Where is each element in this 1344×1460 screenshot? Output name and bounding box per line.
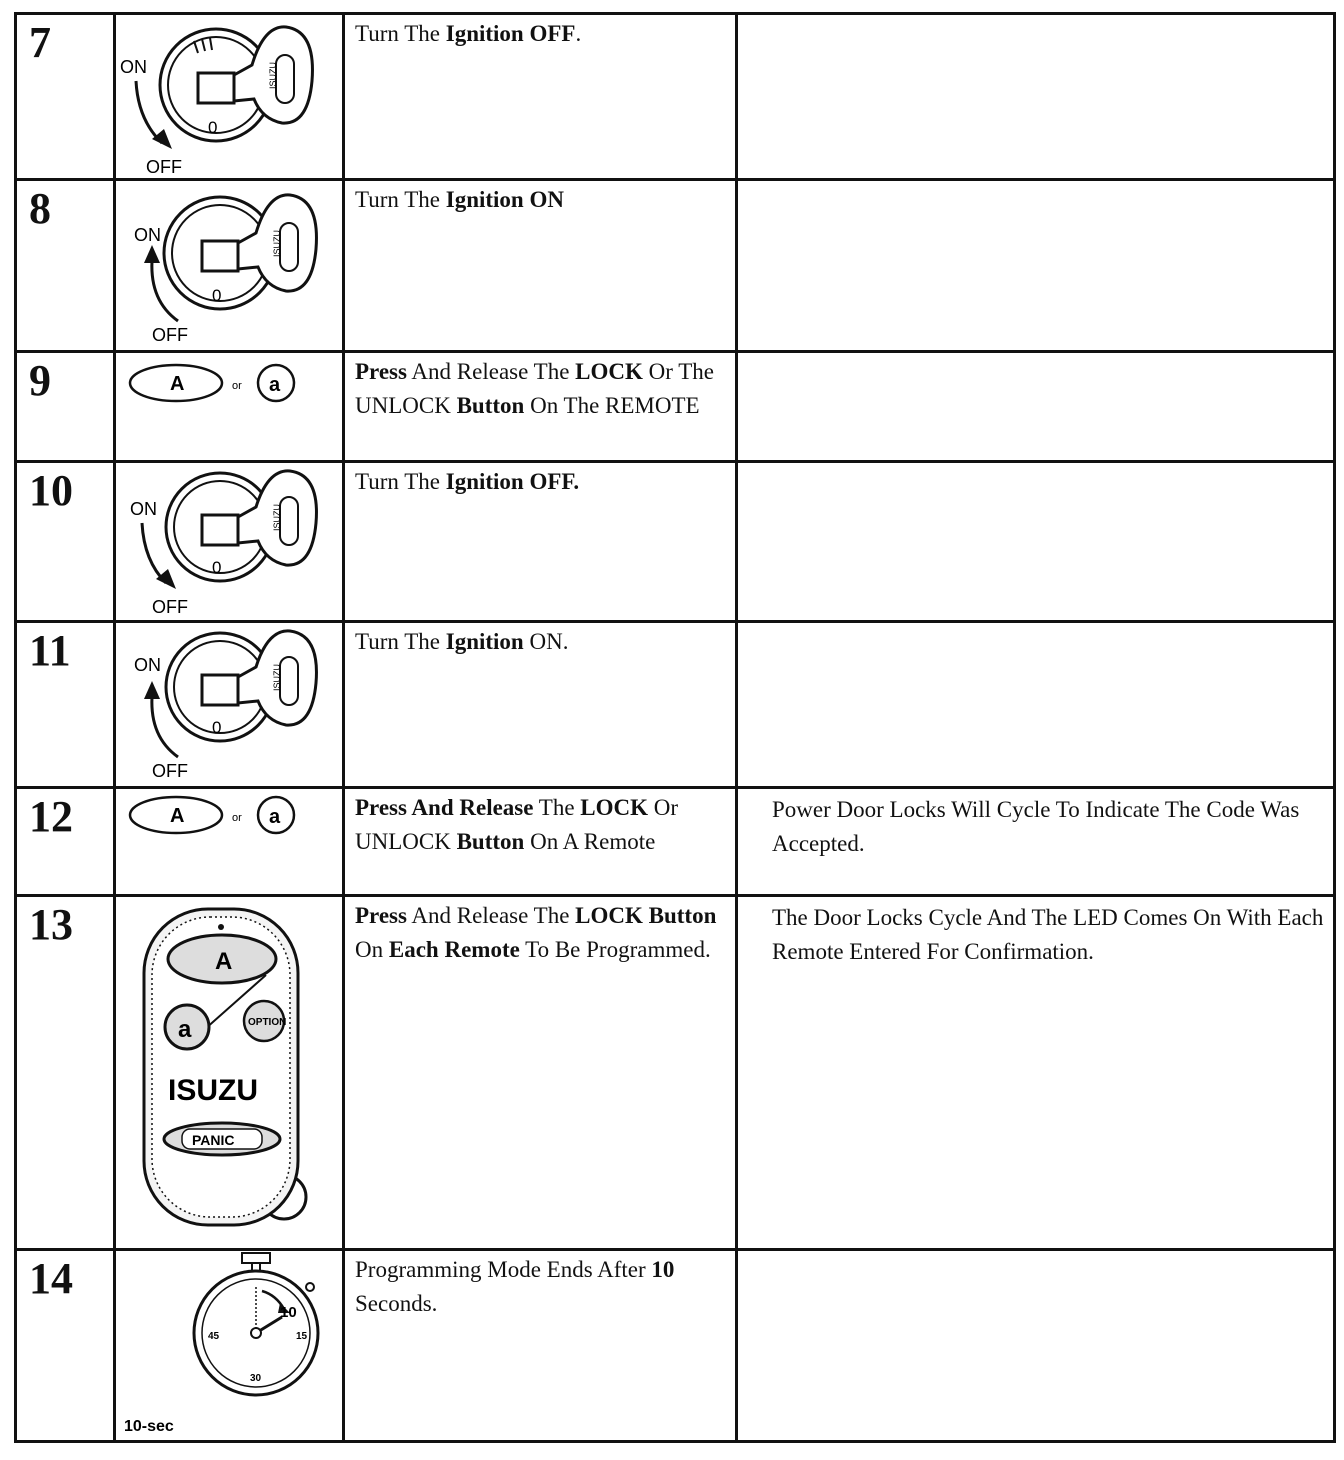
bold-span: LOCK: [575, 359, 643, 384]
step-row-10: [16, 462, 1335, 622]
step-result: [737, 14, 1335, 180]
step-instruction: [344, 352, 737, 462]
bold-span: Button: [456, 393, 525, 418]
unlock-glyph: a: [178, 1016, 192, 1043]
text-span: And Release The: [406, 359, 576, 384]
unlock-glyph: a: [269, 374, 281, 396]
step-illustration: [115, 462, 344, 622]
text-span: To Be Programmed.: [519, 937, 711, 962]
tick-label-30: 30: [250, 1373, 262, 1384]
step-row-8: [16, 180, 1335, 352]
tick-label-45: 45: [208, 1331, 220, 1342]
or-label: or: [232, 380, 242, 392]
text-span: Turn The: [355, 21, 446, 46]
text-span: Or The UNLOCK: [355, 359, 715, 418]
text-span: Turn The: [355, 629, 446, 654]
bold-span: Ignition ON: [445, 187, 564, 212]
step-instruction: [344, 462, 737, 622]
step-result: [737, 622, 1335, 788]
step-number: 11: [16, 622, 115, 788]
step-illustration: [115, 352, 344, 462]
text-span: Turn The: [355, 187, 446, 212]
tick-label-15: 15: [296, 1331, 308, 1342]
stopwatch-icon: [116, 1251, 336, 1437]
programming-steps-table: [14, 12, 1336, 1443]
bold-span: Press And Release: [355, 795, 534, 820]
ignition-off-icon: [116, 15, 336, 175]
lock-glyph: A: [215, 948, 233, 975]
step-row-12: [16, 788, 1335, 896]
on-label: ON: [134, 655, 161, 675]
step-number: 13: [16, 896, 115, 1250]
off-label: OFF: [152, 597, 188, 617]
bold-span: LOCK Button: [575, 903, 717, 928]
text-span: Programming Mode Ends After: [355, 1257, 652, 1282]
zero-label: 0: [212, 286, 222, 305]
remote-brand-label: ISUZU: [168, 1074, 258, 1107]
off-label: OFF: [152, 325, 188, 345]
step-illustration: [115, 14, 344, 180]
step-illustration: [115, 788, 344, 896]
bold-span: Button: [456, 829, 525, 854]
step-number: 12: [16, 788, 115, 896]
isuzu-remote-icon: [116, 897, 336, 1242]
step-number: 9: [16, 352, 115, 462]
step-illustration: [115, 1250, 344, 1442]
lock-or-unlock-icon: [116, 789, 336, 849]
tick-label-10: 10: [280, 1304, 297, 1321]
step-instruction: [344, 622, 737, 788]
step-result: [737, 352, 1335, 462]
step-result: The Door Locks Cycle And The LED Comes On With Each Remote Entered For Confirmation.: [737, 896, 1335, 1250]
text-span: On: [355, 937, 389, 962]
unlock-glyph: a: [269, 806, 281, 828]
on-label: ON: [130, 499, 157, 519]
step-instruction: [344, 180, 737, 352]
text-span: And Release The: [406, 903, 576, 928]
step-row-11: [16, 622, 1335, 788]
step-result: [737, 1250, 1335, 1442]
bold-span: Ignition: [445, 629, 524, 654]
step-illustration: [115, 896, 344, 1250]
zero-label: 0: [212, 558, 222, 577]
step-illustration: [115, 180, 344, 352]
text-span: Or UNLOCK: [355, 795, 679, 854]
off-label: OFF: [152, 761, 188, 781]
ignition-off-icon: [116, 463, 336, 619]
bold-span: LOCK: [580, 795, 649, 820]
zero-label: 0: [212, 718, 222, 737]
text-span: On The REMOTE: [524, 393, 700, 418]
step-instruction: [344, 896, 737, 1250]
text-span: Turn The: [355, 469, 446, 494]
step-result: [737, 180, 1335, 352]
key-brand-label: ISUZU: [268, 62, 278, 89]
bold-span: Ignition OFF: [445, 21, 576, 46]
zero-label: 0: [208, 118, 218, 137]
timer-caption: 10-sec: [124, 1418, 174, 1435]
step-row-14: [16, 1250, 1335, 1442]
text-span: On A Remote: [524, 829, 656, 854]
ignition-on-icon: [116, 623, 336, 783]
step-result: Power Door Locks Will Cycle To Indicate The Code Was Accepted.: [737, 788, 1335, 896]
lock-glyph: A: [170, 373, 185, 395]
key-brand-label: ISUZU: [272, 664, 282, 691]
lock-or-unlock-icon: [116, 353, 336, 413]
step-number: 10: [16, 462, 115, 622]
step-instruction: [344, 788, 737, 896]
off-label: OFF: [146, 157, 182, 175]
text-span: .: [575, 21, 582, 46]
step-row-13: [16, 896, 1335, 1250]
bold-span: Each Remote: [388, 937, 520, 962]
panic-label: PANIC: [192, 1132, 235, 1148]
step-number: 7: [16, 14, 115, 180]
step-instruction: [344, 1250, 737, 1442]
lock-glyph: A: [170, 805, 185, 827]
text-span: ON.: [523, 629, 569, 654]
on-label: ON: [120, 57, 147, 77]
ignition-on-icon: [116, 181, 336, 347]
bold-span: 10: [651, 1257, 675, 1282]
or-label: or: [232, 812, 242, 824]
option-label: OPTION: [248, 1017, 287, 1028]
step-instruction: [344, 14, 737, 180]
step-number: 14: [16, 1250, 115, 1442]
step-row-9: [16, 352, 1335, 462]
bold-span: Press: [355, 359, 407, 384]
step-row-7: [16, 14, 1335, 180]
step-number: 8: [16, 180, 115, 352]
bold-span: Ignition OFF.: [445, 469, 580, 494]
text-span: Seconds.: [355, 1291, 438, 1316]
key-brand-label: ISUZU: [272, 230, 282, 257]
step-illustration: [115, 622, 344, 788]
bold-span: Press: [355, 903, 407, 928]
on-label: ON: [134, 225, 161, 245]
key-brand-label: ISUZU: [272, 504, 282, 531]
text-span: The: [533, 795, 581, 820]
step-result: [737, 462, 1335, 622]
